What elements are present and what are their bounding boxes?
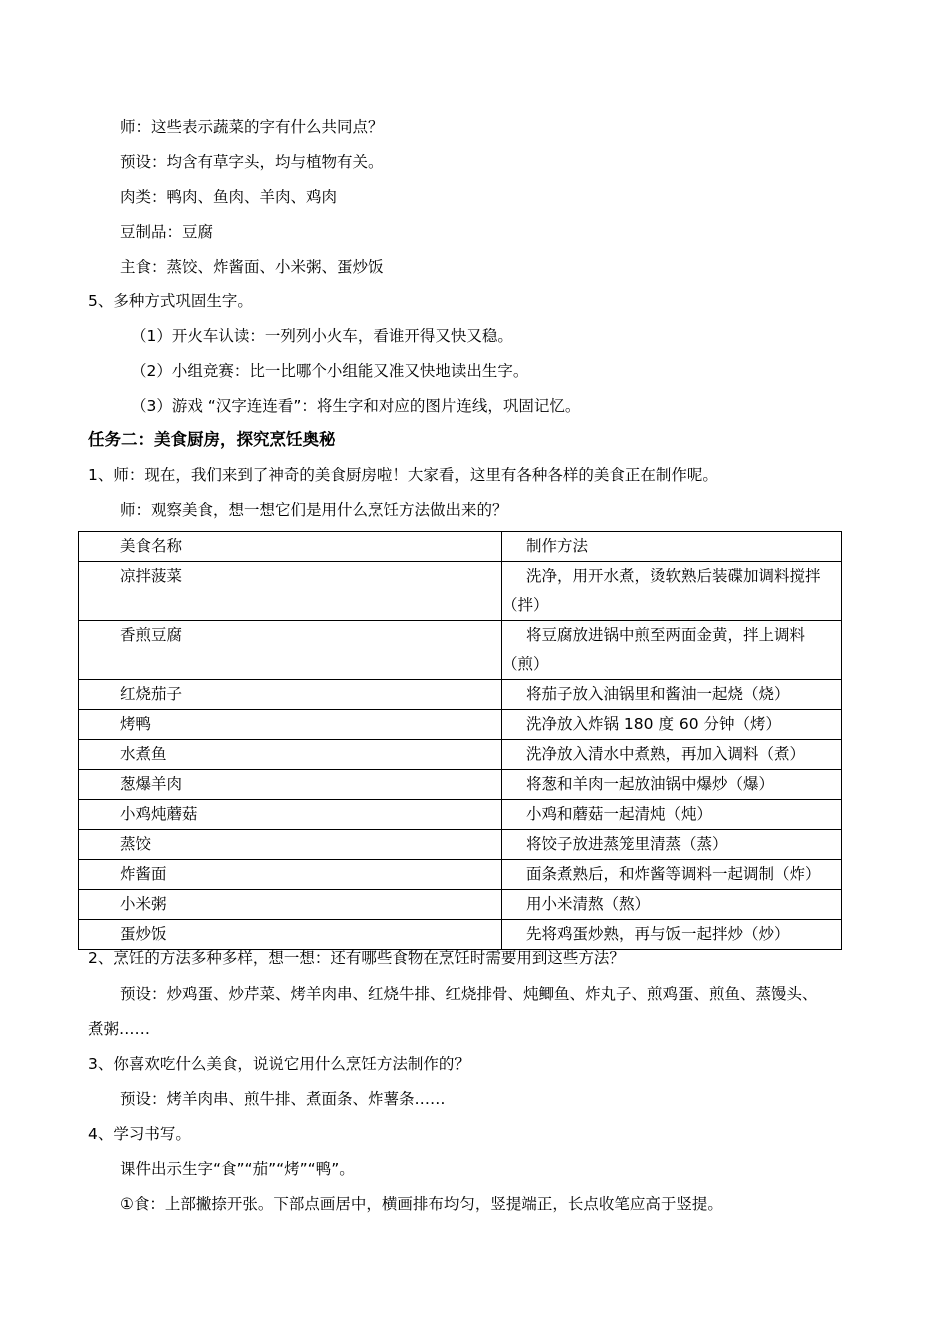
section-item: 3、你喜欢吃什么美食，说说它用什么烹饪方法制作的？ bbox=[88, 1055, 470, 1073]
table-row bbox=[79, 740, 842, 770]
method-text: 洗净放入炸锅 180 度 60 分钟（烤） bbox=[526, 715, 782, 733]
table-header-row bbox=[79, 532, 842, 562]
method-cell bbox=[502, 920, 842, 950]
method-cell bbox=[502, 740, 842, 770]
table-row bbox=[79, 830, 842, 860]
method-cell bbox=[502, 621, 842, 680]
method-cell bbox=[502, 680, 842, 710]
text-line: 预设：烤羊肉串、煎牛排、煮面条、炸薯条…… bbox=[120, 1090, 446, 1108]
food-name-cell: 水煮鱼 bbox=[79, 740, 502, 770]
method-text: 用小米清熬（熬） bbox=[526, 895, 651, 913]
table-row bbox=[79, 770, 842, 800]
section-item: 4、学习书写。 bbox=[88, 1125, 191, 1143]
method-cell bbox=[502, 830, 842, 860]
text-line: 师：这些表示蔬菜的字有什么共同点？ bbox=[120, 118, 384, 136]
food-name-cell: 红烧茄子 bbox=[79, 680, 502, 710]
method-text: 将葱和羊肉一起放油锅中爆炒（爆） bbox=[526, 775, 775, 793]
food-name-cell: 蛋炒饭 bbox=[79, 920, 502, 950]
text-line: 师：观察美食，想一想它们是用什么烹饪方法做出来的？ bbox=[120, 501, 508, 519]
table-header-text: 制作方法 bbox=[526, 537, 589, 555]
method-cell bbox=[502, 860, 842, 890]
table-row bbox=[79, 860, 842, 890]
table-row bbox=[79, 680, 842, 710]
method-text: 将豆腐放进锅中煎至两面金黄，拌上调料（煎） bbox=[502, 626, 806, 673]
method-cell bbox=[502, 800, 842, 830]
method-text: 面条煮熟后，和炸酱等调料一起调制（炸） bbox=[526, 865, 821, 883]
text-line: 预设：均含有草字头，均与植物有关。 bbox=[120, 153, 384, 171]
method-text: 先将鸡蛋炒熟，再与饭一起拌炒（炒） bbox=[526, 925, 790, 943]
cooking-methods-table bbox=[78, 531, 842, 950]
list-item: （3）游戏 “汉字连连看”：将生字和对应的图片连线，巩固记忆。 bbox=[131, 397, 581, 415]
method-cell bbox=[502, 890, 842, 920]
food-name-cell: 炸酱面 bbox=[79, 860, 502, 890]
table-row bbox=[79, 562, 842, 621]
method-text: 将饺子放进蒸笼里清蒸（蒸） bbox=[526, 835, 728, 853]
text-line: 课件出示生字“食”“茄”“烤”“鸭”。 bbox=[120, 1160, 355, 1178]
section-item: 5、多种方式巩固生字。 bbox=[88, 292, 253, 310]
list-item: （2）小组竞赛：比一比哪个小组能又准又快地读出生字。 bbox=[131, 362, 529, 380]
text-line: 肉类：鸭肉、鱼肉、羊肉、鸡肉 bbox=[120, 188, 338, 206]
text-line: 豆制品：豆腐 bbox=[120, 223, 214, 241]
table-row bbox=[79, 920, 842, 950]
table-row bbox=[79, 890, 842, 920]
task-heading: 任务二：美食厨房，探究烹饪奥秘 bbox=[88, 430, 336, 449]
food-name-cell: 蒸饺 bbox=[79, 830, 502, 860]
method-text: 小鸡和蘑菇一起清炖（炖） bbox=[526, 805, 713, 823]
food-name-cell: 香煎豆腐 bbox=[79, 621, 502, 680]
text-line: 1、师：现在，我们来到了神奇的美食厨房啦！大家看，这里有各种各样的美食正在制作呢。 bbox=[88, 466, 718, 484]
text-line: ①食：上部撇捺开张。下部点画居中，横画排布均匀，竖提端正，长点收笔应高于竖提。 bbox=[120, 1195, 723, 1213]
food-name-cell: 凉拌菠菜 bbox=[79, 562, 502, 621]
text-line: 煮粥…… bbox=[88, 1020, 151, 1038]
method-cell bbox=[502, 562, 842, 621]
table-row bbox=[79, 710, 842, 740]
method-cell bbox=[502, 770, 842, 800]
food-name-cell: 小鸡炖蘑菇 bbox=[79, 800, 502, 830]
section-item: 2、烹饪的方法多种多样，想一想：还有哪些食物在烹饪时需要用到这些方法？ bbox=[88, 949, 625, 967]
table-row bbox=[79, 621, 842, 680]
text-line: 预设：炒鸡蛋、炒芹菜、烤羊肉串、红烧牛排、红烧排骨、炖鲫鱼、炸丸子、煎鸡蛋、煎鱼、蒸馒头、 bbox=[120, 985, 818, 1003]
list-item: （1）开火车认读：一列列小火车，看谁开得又快又稳。 bbox=[131, 327, 513, 345]
food-name-cell: 葱爆羊肉 bbox=[79, 770, 502, 800]
food-name-cell: 小米粥 bbox=[79, 890, 502, 920]
table-header-cell bbox=[502, 532, 842, 562]
table-row bbox=[79, 800, 842, 830]
text-line: 主食：蒸饺、炸酱面、小米粥、蛋炒饭 bbox=[120, 258, 384, 276]
method-text: 洗净放入清水中煮熟，再加入调料（煮） bbox=[526, 745, 806, 763]
method-text: 将茄子放入油锅里和酱油一起烧（烧） bbox=[526, 685, 790, 703]
food-name-cell: 烤鸭 bbox=[79, 710, 502, 740]
method-cell bbox=[502, 710, 842, 740]
table-header-cell: 美食名称 bbox=[79, 532, 502, 562]
method-text: 洗净，用开水煮，烫软熟后装碟加调料搅拌（拌） bbox=[502, 567, 821, 614]
